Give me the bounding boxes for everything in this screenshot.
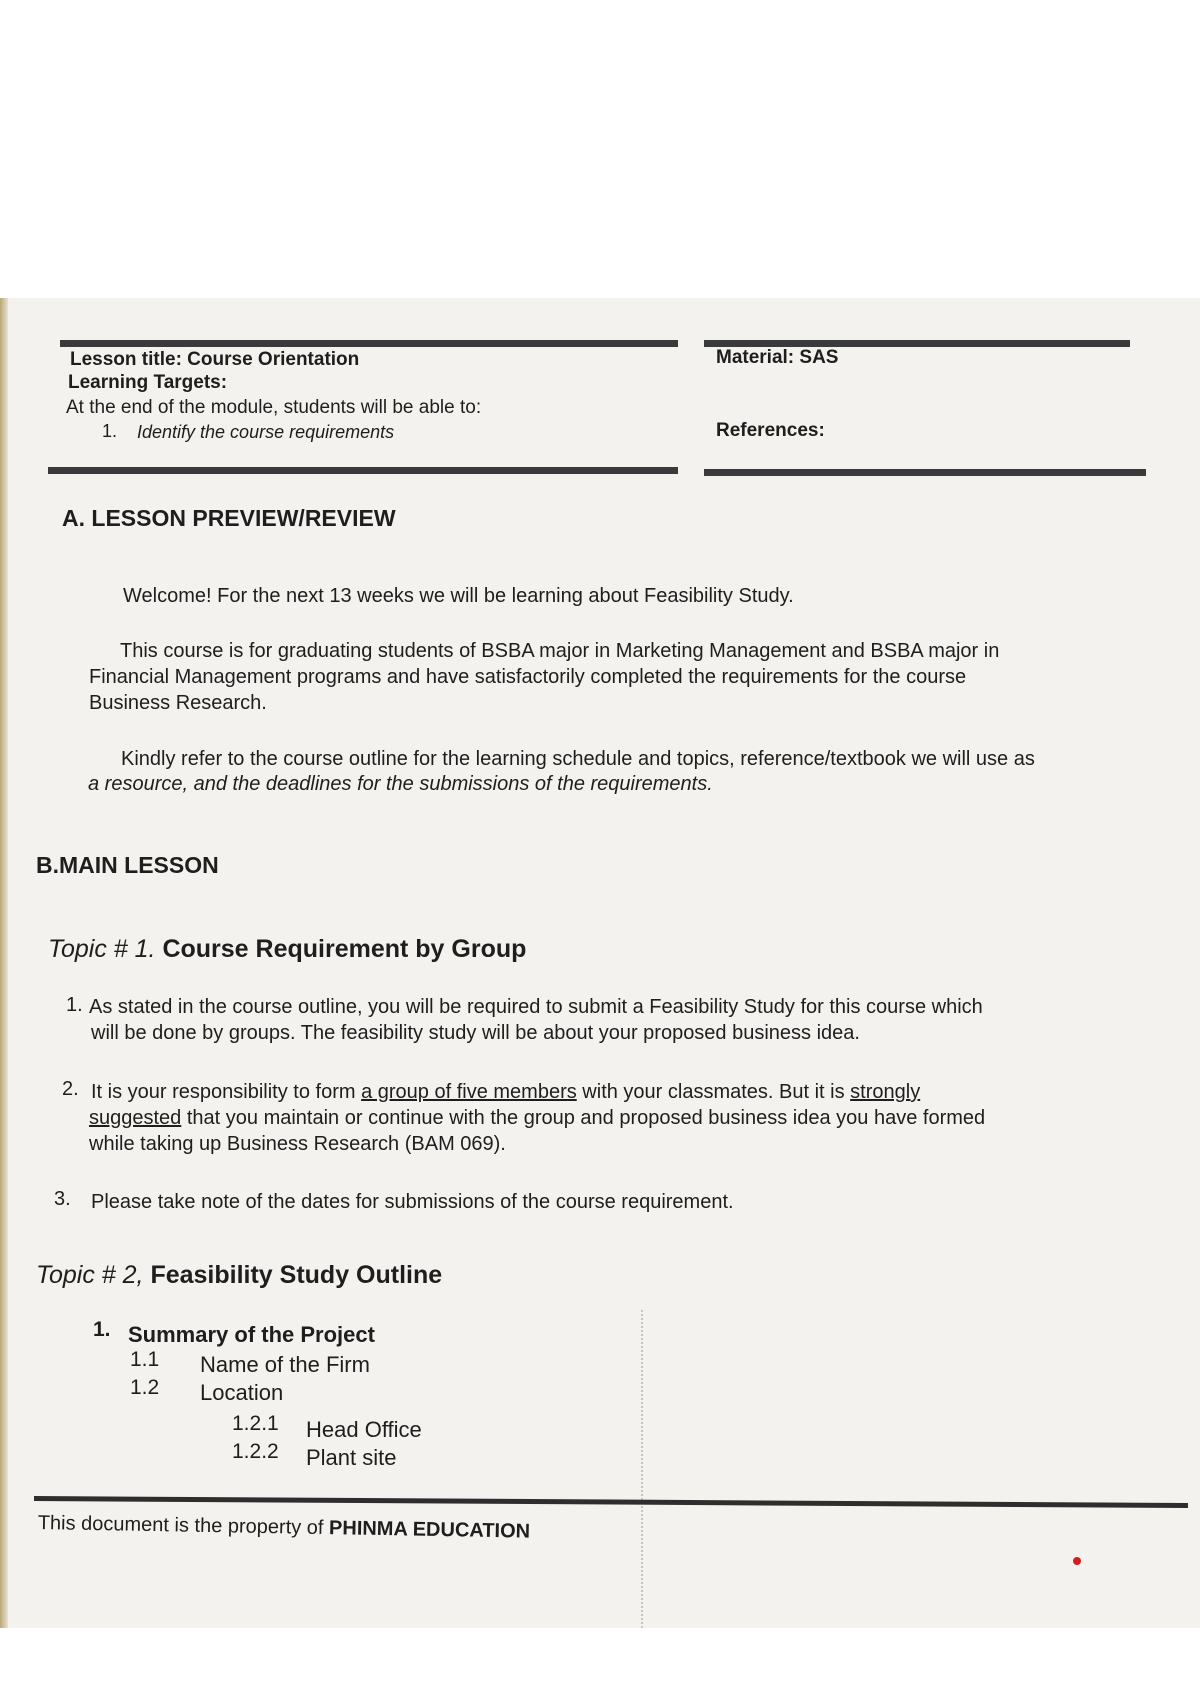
references-label: References: — [716, 420, 825, 441]
section-a-paragraph-3-line-1: Kindly refer to the course outline for the learning schedule and topics, reference/textbook we will use as — [121, 748, 1035, 770]
outline-1-2-1-number: 1.2.1 — [232, 1412, 279, 1435]
section-b-heading: B.MAIN LESSON — [36, 852, 219, 878]
header-bottom-rule-right — [704, 469, 1146, 476]
outline-1-2-2-label: Plant site — [306, 1445, 397, 1470]
section-a-paragraph-2-line-3: Business Research. — [89, 692, 267, 714]
topic-2-prefix: Topic # 2, — [36, 1261, 144, 1289]
header-top-rule-right — [704, 340, 1130, 347]
outline-1-2-1-label: Head Office — [306, 1417, 422, 1442]
item-1-number: 1. — [66, 994, 83, 1016]
item-1-line-1: As stated in the course outline, you will be required to submit a Feasibility Study for this course which — [89, 996, 983, 1018]
learning-target-text: Identify the course requirements — [137, 422, 395, 442]
item-1-line-2: will be done by groups. The feasibility study will be about your proposed business idea. — [91, 1022, 860, 1044]
topic-2-title: Feasibility Study Outline — [150, 1261, 443, 1289]
item-2-text-c: that you maintain or continue with the group and proposed business idea you have formed — [181, 1107, 986, 1129]
item-2-line-2 — [89, 1107, 985, 1130]
item-2-line-1 — [91, 1081, 920, 1104]
item-2-number: 2. — [62, 1078, 79, 1100]
outline-1-2-number: 1.2 — [130, 1376, 160, 1399]
learning-targets-intro: At the end of the module, students will be able to: — [66, 397, 482, 418]
fold-line — [641, 1310, 643, 1628]
outline-1-number: 1. — [93, 1318, 111, 1341]
section-a-paragraph-1: Welcome! For the next 13 weeks we will be learning about Feasibility Study. — [123, 585, 794, 607]
topic-2-heading — [36, 1261, 442, 1290]
item-2-underline-strongly: strongly — [850, 1081, 921, 1103]
page-edge — [0, 298, 8, 1628]
item-2-line-3: while taking up Business Research (BAM 069). — [89, 1133, 506, 1155]
item-2-text-b: with your classmates. But it is — [576, 1081, 851, 1103]
item-3-number: 3. — [54, 1188, 71, 1210]
header-bottom-rule-left — [48, 467, 678, 474]
section-a-paragraph-2-line-1: This course is for graduating students of BSBA major in Marketing Management and BSBA major in — [120, 640, 1000, 662]
learning-targets-label: Learning Targets: — [68, 372, 228, 393]
topic-1-heading — [48, 935, 526, 964]
topic-1-title: Course Requirement by Group — [162, 935, 527, 963]
material-label: Material: SAS — [716, 347, 839, 368]
item-3-text: Please take note of the dates for submissions of the course requirement. — [91, 1191, 734, 1213]
outline-1-2-2-number: 1.2.2 — [232, 1440, 279, 1463]
section-a-paragraph-2-line-2: Financial Management programs and have satisfactorily completed the requirements for the course — [89, 666, 967, 688]
outline-1-1-number: 1.1 — [130, 1348, 160, 1371]
topic-1-prefix: Topic # 1. — [48, 935, 156, 963]
outline-1-1-label: Name of the Firm — [200, 1352, 370, 1377]
learning-target-number: 1. — [102, 421, 118, 441]
section-a-heading: A. LESSON PREVIEW/REVIEW — [62, 505, 396, 531]
outline-1-label: Summary of the Project — [128, 1322, 375, 1347]
item-2-text-a: It is your responsibility to form — [91, 1081, 362, 1103]
red-mark — [1073, 1557, 1081, 1565]
footer-owner: PHINMA EDUCATION — [328, 1517, 531, 1543]
header-top-rule-left — [60, 340, 678, 347]
outline-1-2-label: Location — [200, 1380, 284, 1405]
section-a-paragraph-3-line-2: a resource, and the deadlines for the submissions of the requirements. — [88, 773, 713, 795]
lesson-title: Lesson title: Course Orientation — [70, 349, 360, 370]
footer-prefix: This document is the property of — [37, 1512, 330, 1540]
item-2-underline-group: a group of five members — [361, 1081, 577, 1103]
item-2-underline-suggested: suggested — [89, 1107, 182, 1129]
